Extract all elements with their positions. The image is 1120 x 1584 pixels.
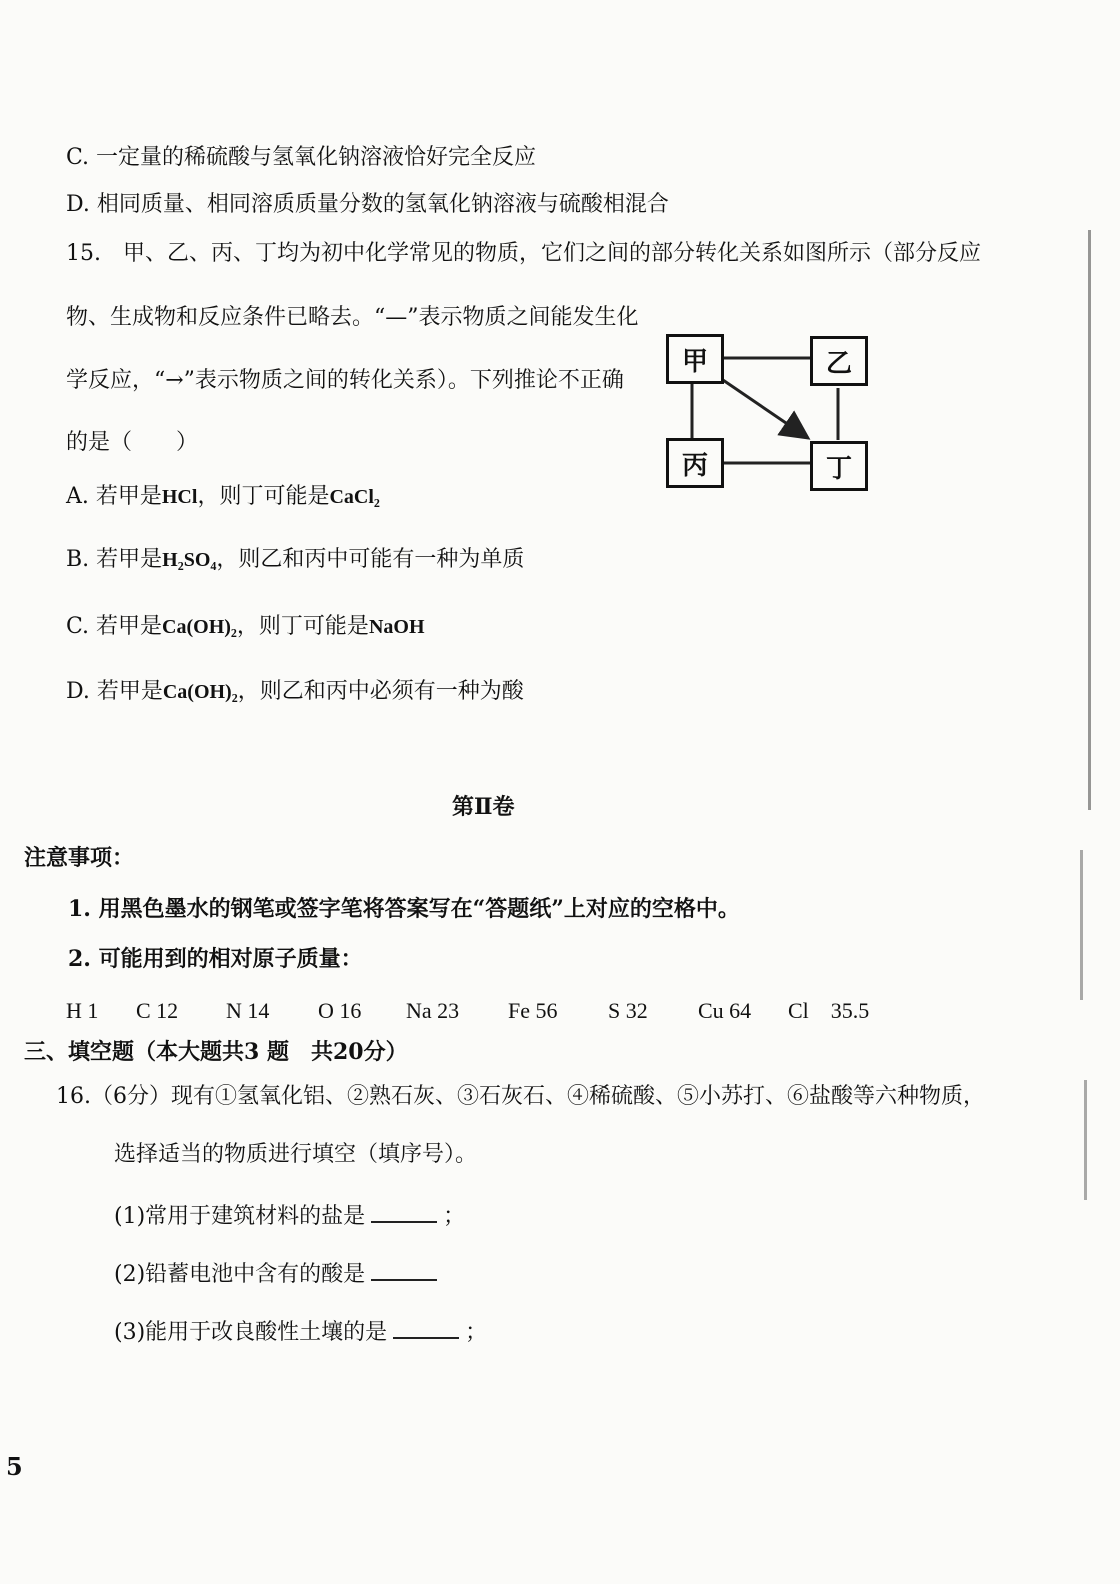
- atom-fe: Fe 56: [508, 998, 558, 1023]
- node-yi: 乙: [810, 336, 868, 386]
- page-number: 5: [6, 1452, 23, 1481]
- q16-sub-3: (3)能用于改良酸性土壤的是 ；: [114, 1320, 488, 1345]
- atom-cu: Cu 64: [698, 998, 752, 1023]
- scan-edge-line-3: [1084, 1080, 1087, 1200]
- scan-edge-line-1: [1088, 230, 1091, 810]
- node-bing: 丙: [666, 438, 724, 488]
- scan-edge-line-2: [1080, 850, 1083, 1000]
- answer-blank-3[interactable]: [393, 1319, 459, 1339]
- atom-cl: Cl 35.5: [788, 998, 870, 1023]
- part2-title: 第Ⅱ卷: [452, 794, 515, 820]
- q14-option-d: D. 相同质量、相同溶质质量分数的氢氧化钠溶液与硫酸相混合: [66, 192, 669, 217]
- section3-heading: 三、填空题（本大题共3 题 共20分）: [24, 1039, 408, 1065]
- q15-stem-line3: 学反应，“→”表示物质之间的转化关系）。下列推论不正确: [66, 368, 624, 393]
- q16-sub-1: (1)常用于建筑材料的盐是 ；: [114, 1204, 466, 1229]
- q15-option-b: B. 若甲是H₂SO₄，则乙和丙中可能有一种为单质: [66, 547, 525, 572]
- atom-n: N 14: [226, 998, 270, 1023]
- q16-sub-2: (2)铅蓄电池中含有的酸是: [114, 1260, 443, 1290]
- atom-s: S 32: [608, 998, 648, 1023]
- notice-heading: 注意事项：: [24, 845, 135, 871]
- q16-stem-line1: 16.（6分）现有①氢氧化铝、②熟石灰、③石灰石、④稀硫酸、⑤小苏打、⑥盐酸等六种物质，: [56, 1084, 985, 1109]
- q14-option-c: C. 一定量的稀硫酸与氢氧化钠溶液恰好完全反应: [66, 145, 537, 170]
- atom-c: C 12: [136, 998, 179, 1023]
- atom-na: Na 23: [406, 998, 460, 1023]
- q16-stem-line2: 选择适当的物质进行填空（填序号）。: [114, 1142, 478, 1167]
- notice-item-1: 1. 用黑色墨水的钢笔或签字笔将答案写在“答题纸”上对应的空格中。: [68, 896, 740, 922]
- node-jia: 甲: [666, 334, 724, 384]
- atom-h: H 1: [66, 998, 99, 1023]
- q15-stem-line2: 物、生成物和反应条件已略去。“—”表示物质之间能发生化: [66, 305, 639, 330]
- q15-stem-line4: 的是（ ）: [66, 430, 199, 455]
- atomic-masses: [0, 996, 1000, 1026]
- node-ding: 丁: [810, 441, 868, 491]
- q15-stem-line1: 15. 甲、乙、丙、丁均为初中化学常见的物质，它们之间的部分转化关系如图所示（部分反应: [66, 241, 981, 266]
- q15-option-c: C. 若甲是Ca(OH)₂，则丁可能是NaOH: [66, 614, 425, 639]
- notice-item-2: 2. 可能用到的相对原子质量：: [68, 946, 363, 972]
- q15-option-a: A. 若甲是HCl，则丁可能是CaCl₂: [66, 484, 380, 509]
- answer-blank-1[interactable]: [371, 1203, 437, 1223]
- q15-option-d: D. 若甲是Ca(OH)₂，则乙和丙中必须有一种为酸: [66, 679, 524, 704]
- atom-o: O 16: [318, 998, 362, 1023]
- arrow-jia-to-ding: [720, 378, 808, 438]
- answer-blank-2[interactable]: [371, 1261, 437, 1281]
